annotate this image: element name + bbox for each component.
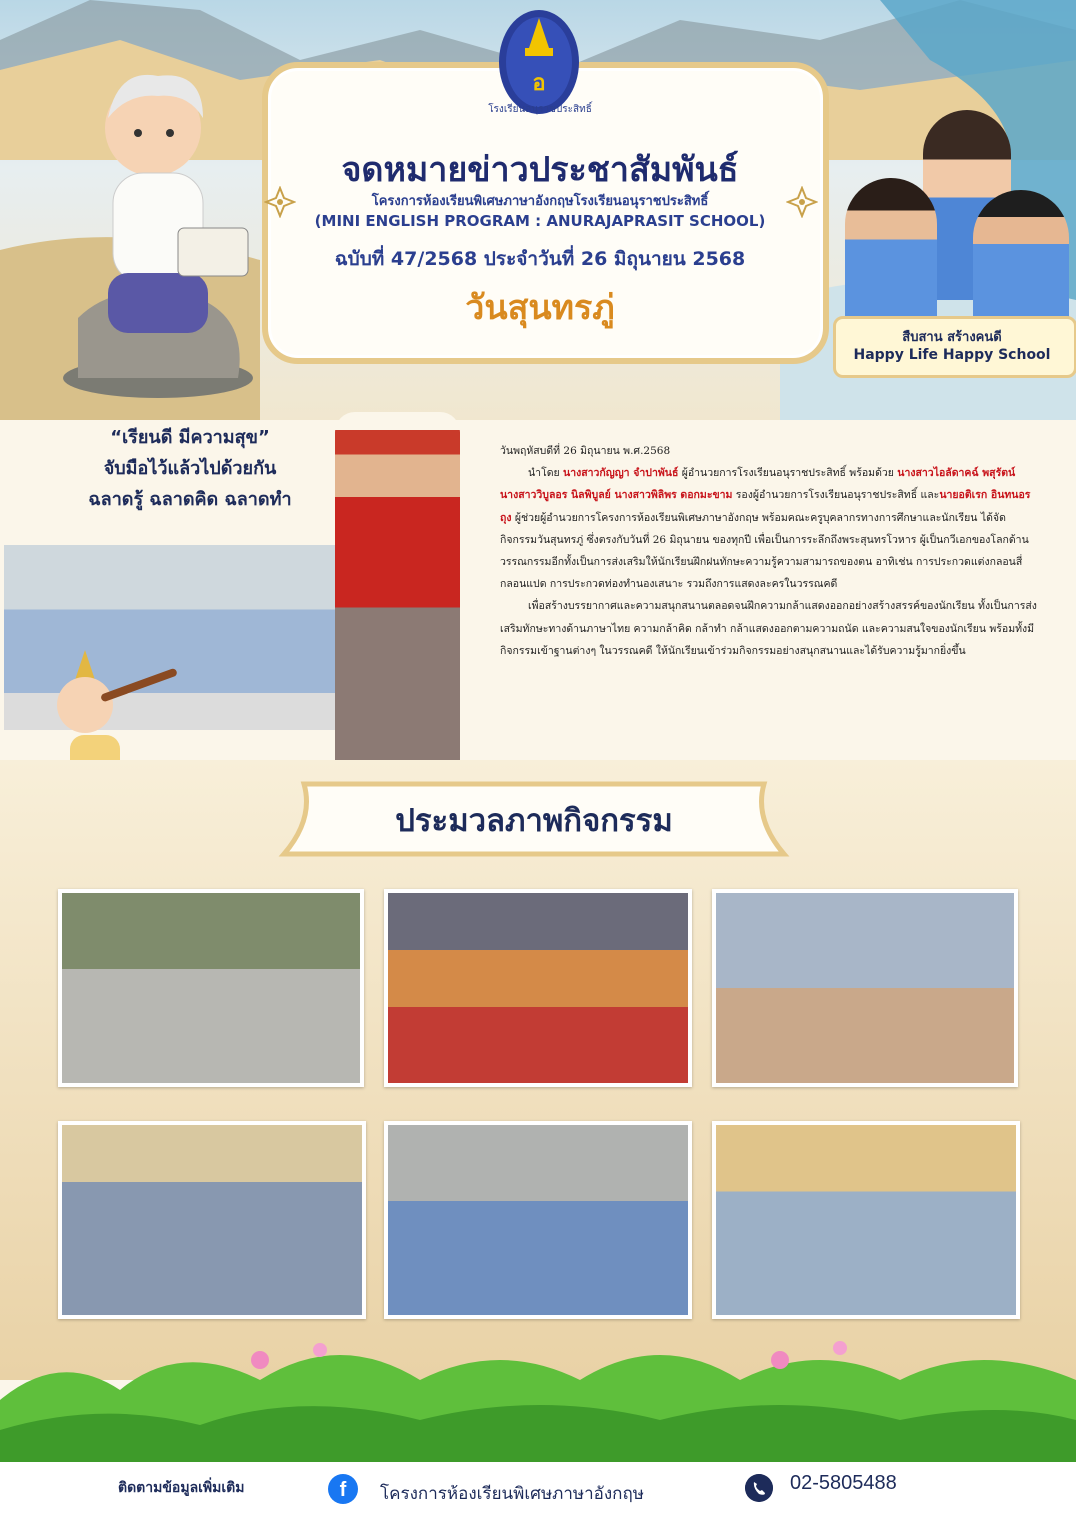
footer-follow-label: ติดตามข้อมูลเพิ่มเติม xyxy=(118,1480,245,1496)
gallery-photo-3 xyxy=(712,889,1018,1087)
event-name: วันสุนทรภู่ xyxy=(465,288,615,328)
motto-line-2: จับมือไว้แล้วไปด้วยกัน xyxy=(103,458,277,479)
poet-character-illustration xyxy=(58,58,258,398)
motto-line-1: “เรียนดี มีความสุข” xyxy=(110,427,270,448)
program-name-thai: โครงการห้องเรียนพิเศษภาษาอังกฤษโรงเรียนอนุราชประสิทธิ์ xyxy=(371,194,709,209)
gallery-photo-4 xyxy=(58,1121,366,1319)
gallery-photo-5 xyxy=(384,1121,692,1319)
slogan-line-2: Happy Life Happy School xyxy=(853,347,1051,363)
p1-text-a: นำโดย xyxy=(528,467,564,480)
slogan-line-1: สืบสาน สร้างคนดี xyxy=(902,330,1002,345)
director-name: นางสาวกัญญา จำปาพันธ์ xyxy=(563,467,679,480)
school-logo-caption: โรงเรียนอนุราชประสิทธิ์ xyxy=(488,104,592,115)
gallery-title: ประมวลภาพกิจกรรม xyxy=(395,803,673,839)
gallery-photo-2 xyxy=(384,889,692,1087)
school-logo-icon xyxy=(497,8,581,116)
administrators-photo xyxy=(845,110,1070,325)
p1-text-b: ผู้อำนวยการโรงเรียนอนุราชประสิทธิ์ พร้อมด้วย xyxy=(678,467,898,480)
gallery-photo-1 xyxy=(58,889,364,1087)
article-paragraph-1 xyxy=(500,462,1038,595)
grass-and-flowers-decoration xyxy=(0,1320,1076,1470)
p1-text-c: รองผู้อำนวยการโรงเรียนอนุราชประสิทธิ์ และ xyxy=(732,489,940,502)
teacher-costume-photo xyxy=(335,412,460,767)
phone-number[interactable]: 02-5805488 xyxy=(790,1472,897,1494)
facebook-page-link[interactable]: โครงการห้องเรียนพิเศษภาษาอังกฤษ xyxy=(380,1484,644,1504)
article-date: วันพฤหัสบดีที่ 26 มิถุนายน พ.ศ.2568 xyxy=(500,445,671,457)
facebook-icon[interactable]: f xyxy=(328,1474,358,1504)
motto-line-3: ฉลาดรู้ ฉลาดคิด ฉลาดทำ xyxy=(88,489,292,510)
phone-icon xyxy=(745,1474,773,1502)
article-body xyxy=(500,440,1038,662)
svg-text:อ: อ xyxy=(532,71,546,96)
motto xyxy=(40,422,340,515)
deputy-names: นางสาวไอลัดาคฉ์ พสุรัตน์ นางสาววิบูลอร นิลพิบูลย์ นางสาวพิลิพร ดอกมะขาม xyxy=(500,467,1016,502)
issue-date: ฉบับที่ 47/2568 ประจำวันที่ 26 มิถุนายน 2568 xyxy=(334,248,746,270)
assistant-name: นายอติเรก อินทนอรถุง xyxy=(500,489,1031,524)
gallery-photo-6 xyxy=(712,1121,1020,1319)
newsletter-title: จดหมายข่าวประชาสัมพันธ์ xyxy=(341,150,739,190)
article-paragraph-2: เพื่อสร้างบรรยากาศและความสนุกสนานตลอดจนฝึกความกล้าแสดงออกอย่างสร้างสรรค์ของนักเรียน ทั้งเป็นการส่งเสริมทักษะทางด้านภาษาไทย ความกล้าคิด กล้าทำ กล้าแสดงออกตามความถนัด และความสนใจของนักเรียน พร้อมทั้งมีกิจกรรมเข้าฐานต่างๆ ในวรรณคดี ให้นักเรียนเข้าร่วมกิจกรรมอย่างสนุกสนานและได้รับความรู้มากยิ่งขึ้น xyxy=(500,600,1037,657)
p1-text-d: ผู้ช่วยผู้อำนวยการโครงการห้องเรียนพิเศษภาษาอังกฤษ พร้อมคณะครูบุคลากรทางการศึกษาและนักเรียน ได้จัดกิจกรรมวันสุนทรภู่ ซึ่งตรงกับวันที่ 26 มิถุนายน ของทุกปี เพื่อเป็นการระลึกถึงพระสุนทรโวหาร ผู้เป็นกวีเอกของโลกด้านวรรณกรรมอีกทั้งเป็นการส่งเสริมให้นักเรียนฝึกฝนทักษะความรู้ความสามารถของตน อาทิเช่น การประกวดแต่งกลอนสี่ กลอนแปด การประกวดท่องทำนองเสนาะ รวมถึงการแสดงละครในวรรณคดี xyxy=(500,511,1029,591)
program-name-english: (MINI ENGLISH PROGRAM : ANURAJAPRASIT SCHOOL) xyxy=(314,212,766,230)
